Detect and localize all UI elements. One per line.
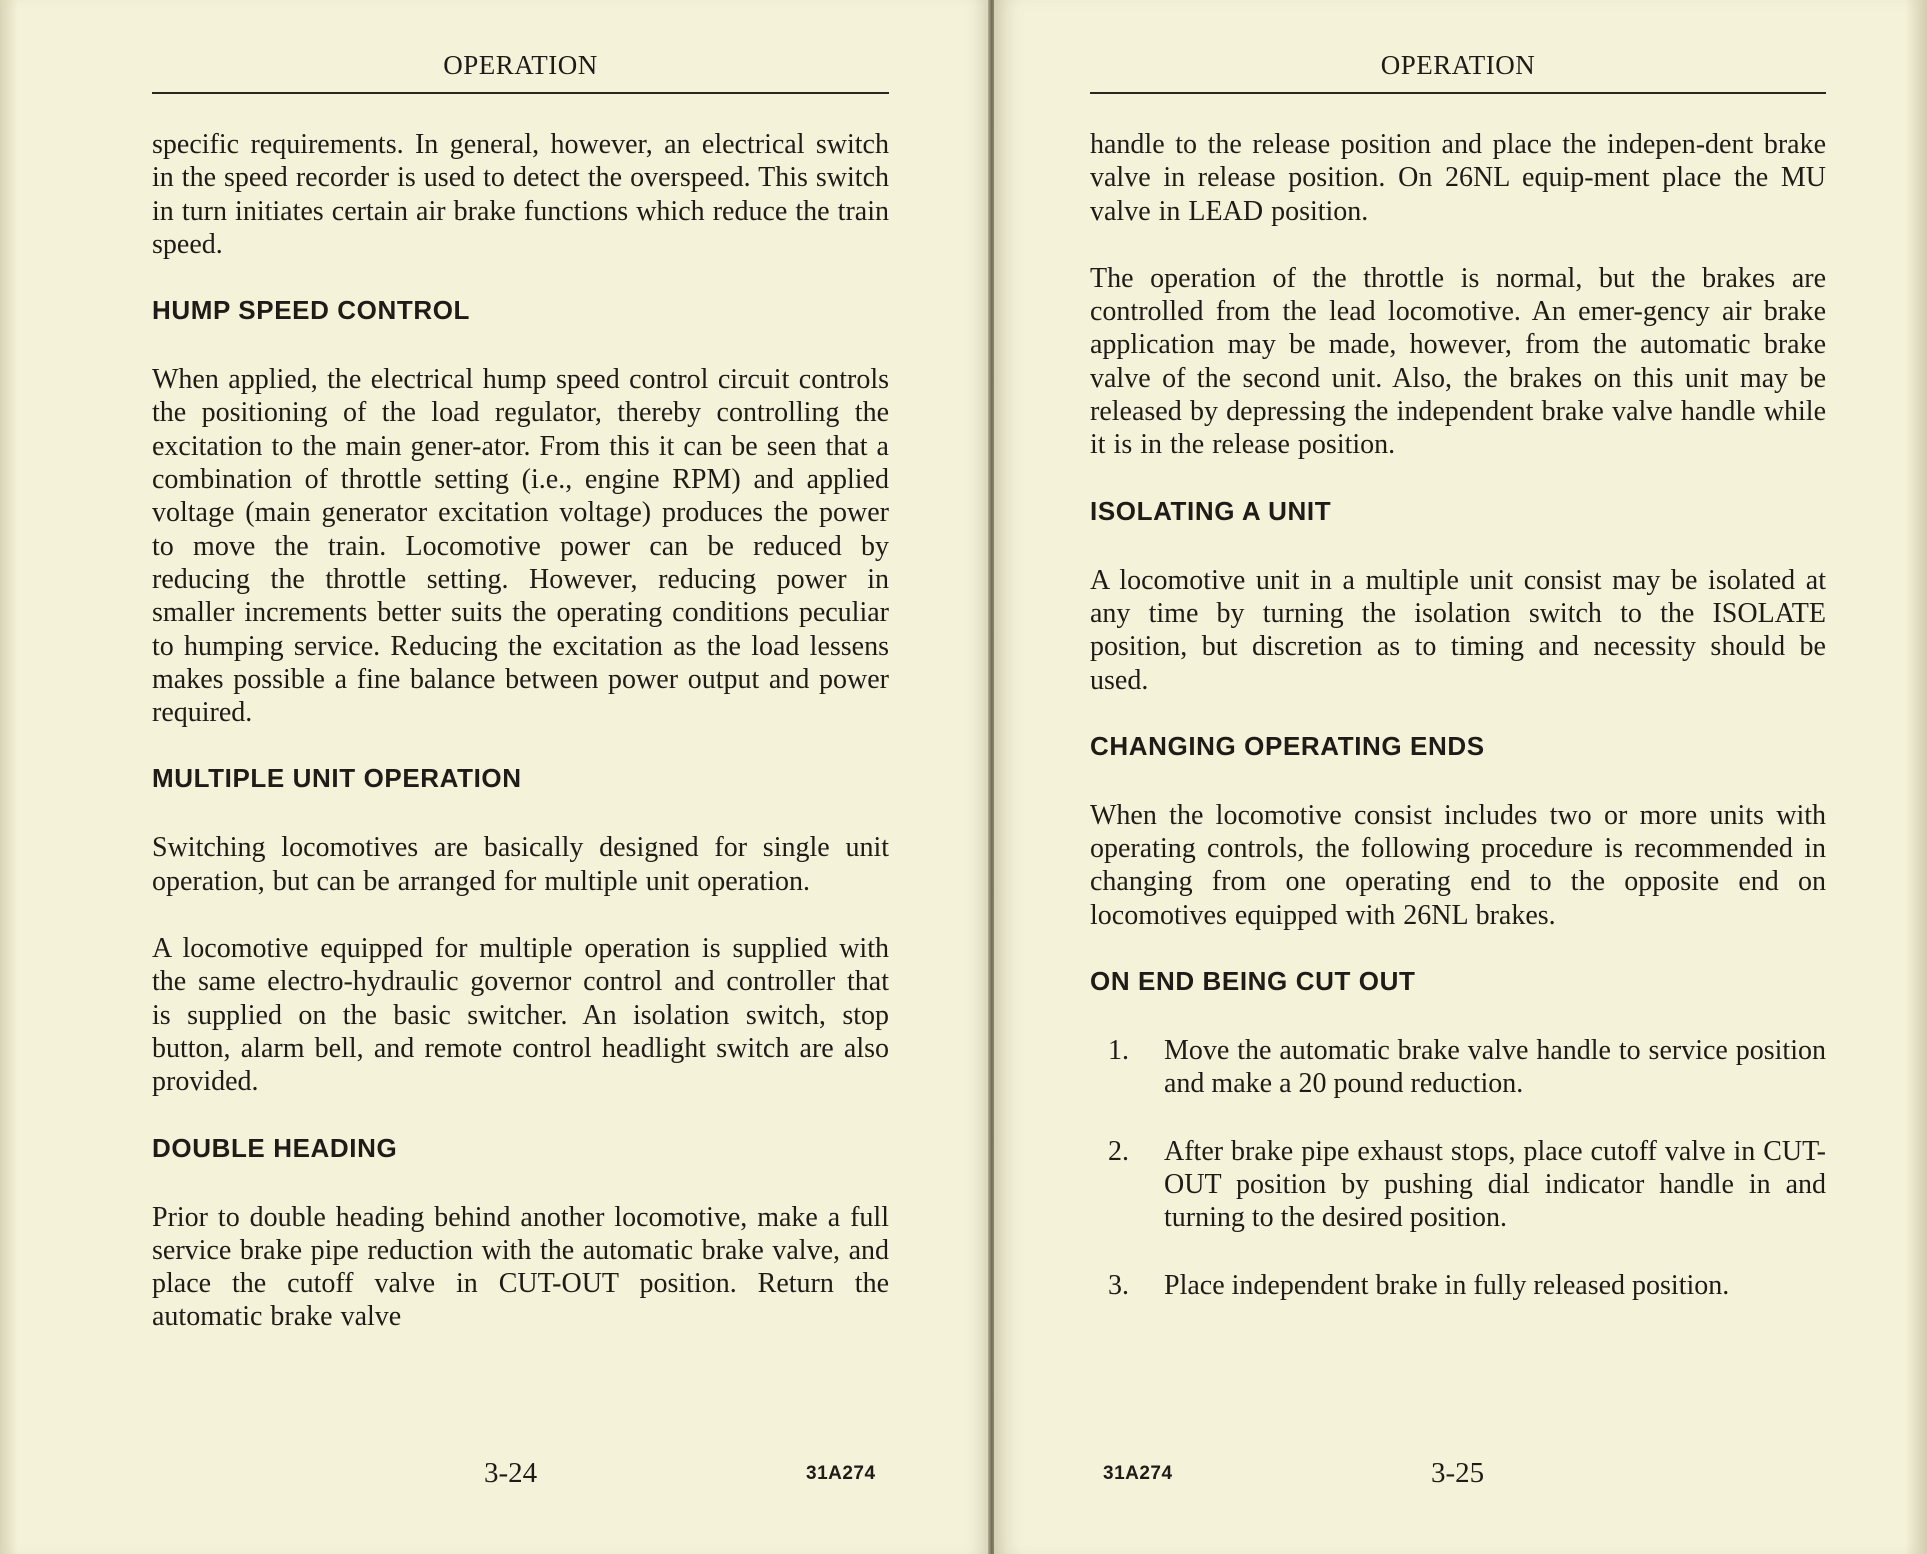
list-item: [1108, 1135, 1826, 1235]
step-number: 3.: [1108, 1269, 1129, 1301]
page-number: 3-25: [1431, 1457, 1485, 1489]
paragraph: The operation of the throttle is normal, but the brakes are controlled from the lead locomotive. An emer-gency air brake application may be made, however, from the automatic brake valve of the second unit. Also, the brakes on this unit may be released by depressing the independent brake valve handle while it is in the release position.: [1090, 262, 1826, 461]
section-heading: CHANGING OPERATING ENDS: [1090, 730, 1485, 761]
paragraph: A locomotive equipped for multiple operation is supplied with the same electro-hydraulic governor control and controller that is supplied on the basic switcher. An isolation switch, stop button, alarm bell, and remote control headlight switch are also provided.: [152, 933, 889, 1098]
step-text: After brake pipe exhaust stops, place cutoff valve in CUT-OUT position by pushing dial indicator handle in and turning to the desired position.: [1164, 1135, 1826, 1234]
paragraph: A locomotive unit in a multiple unit consist may be isolated at any time by turning the isolation switch to the ISOLATE position, but discretion as to timing and necessity should be used.: [1090, 564, 1826, 696]
page-header: OPERATION: [1090, 50, 1826, 94]
right-page: [994, 0, 1927, 1554]
paragraph: When the locomotive consist includes two or more units with operating controls, the following procedure is recommended in changing from one operating end to the opposite end on locomotives equipped with 26NL brakes.: [1090, 799, 1826, 931]
section-heading: ON END BEING CUT OUT: [1090, 966, 1416, 997]
step-text: Move the automatic brake valve handle to service position and make a 20 pound reduction.: [1164, 1035, 1826, 1100]
section-heading: ISOLATING A UNIT: [1090, 495, 1332, 526]
paragraph: specific requirements. In general, however, an electrical switch in the speed recorder is used to detect the overspeed. This switch in turn initiates certain air brake functions which reduce the train speed.: [152, 129, 889, 260]
list-item: [1108, 1034, 1826, 1101]
paragraph: handle to the release position and place the indepen-dent brake valve in release position. On 26NL equip-ment place the MU valve in LEAD position.: [1090, 129, 1826, 227]
step-number: 2.: [1108, 1135, 1129, 1167]
paragraph: Prior to double heading behind another locomotive, make a full service brake pipe reduction with the automatic brake valve, and place the cutoff valve in CUT-OUT position. Return the automatic brake valve: [152, 1201, 889, 1333]
right-page-content: [1090, 128, 1826, 1336]
list-item: [1108, 1269, 1826, 1302]
paragraph: Switching locomotives are basically designed for single unit operation, but can be arranged for multiple unit operation.: [152, 832, 889, 897]
section-heading: MULTIPLE UNIT OPERATION: [152, 763, 522, 794]
page-edge-shadow: [1905, 0, 1927, 1554]
page-header: OPERATION: [152, 50, 889, 94]
document-code: 31A274: [806, 1463, 876, 1484]
paragraph: When applied, the electrical hump speed control circuit controls the positioning of the load regulator, thereby controlling the excitation to the main gener-ator. From this it can be seen that a combination of throttle setting (i.e., engine RPM) and applied voltage (main generator excitation voltage) produces the power to move the train. Locomotive power can be reduced by reducing the throttle setting. However, reducing power in smaller increments better suits the operating conditions peculiar to humping service. Reducing the excitation as the load lessens makes possible a fine balance between power output and power required.: [152, 364, 889, 729]
page-edge-shadow: [0, 0, 18, 1554]
document-code: 31A274: [1103, 1463, 1173, 1484]
procedure-steps: [1090, 1034, 1826, 1302]
left-page-content: [152, 128, 889, 1368]
section-heading: HUMP SPEED CONTROL: [152, 295, 471, 326]
page-number: 3-24: [484, 1457, 538, 1489]
step-number: 1.: [1108, 1035, 1129, 1067]
step-text: Place independent brake in fully released position.: [1164, 1269, 1730, 1301]
section-heading: DOUBLE HEADING: [152, 1132, 398, 1163]
